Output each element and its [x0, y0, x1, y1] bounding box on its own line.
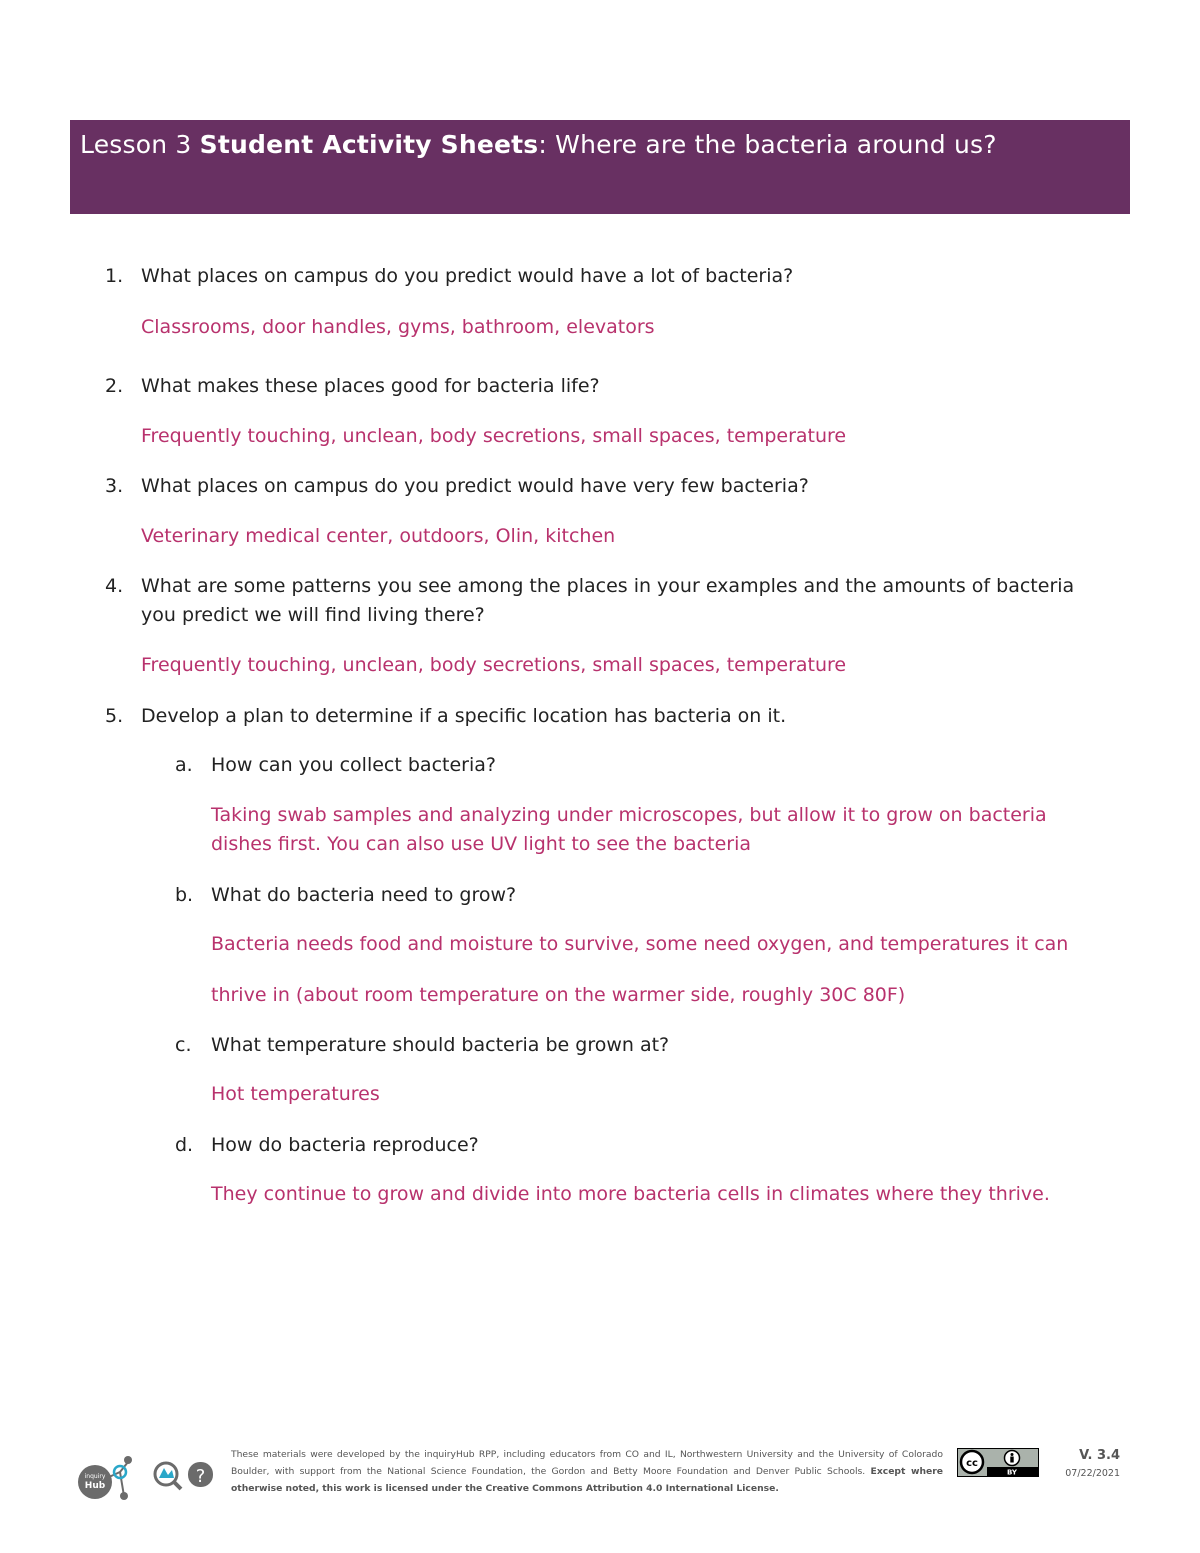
footer-credits-text: These materials were developed by the inquiryHub RPP, including educators from CO and IL, Northwestern University and the University of Colorado Boulder, with support from the National Science Foundation, the Gordon and Betty Moore Foundation and Denver Public Schools. — [231, 1449, 943, 1477]
question-number: 2. — [105, 375, 124, 397]
question-text: What places on campus do you predict would have a lot of bacteria? — [141, 265, 794, 287]
answer-text: Veterinary medical center, outdoors, Olin, kitchen — [141, 525, 616, 547]
answer-text: Frequently touching, unclean, body secretions, small spaces, temperature — [141, 654, 847, 676]
logo-hub-text: Hub — [84, 1481, 106, 1491]
page-title — [80, 130, 997, 159]
answer-text-line2: dishes first. You can also use UV light to see the bacteria — [211, 833, 751, 855]
by-label: BY — [1006, 1468, 1018, 1477]
subquestion-text: What do bacteria need to grow? — [211, 884, 517, 906]
question-number: 5. — [105, 705, 124, 727]
answer-text-line1: Taking swab samples and analyzing under microscopes, but allow it to grow on bacteria — [211, 804, 1047, 826]
answer-text-line1: Bacteria needs food and moisture to survive, some need oxygen, and temperatures it can — [211, 933, 1069, 955]
question-text: What makes these places good for bacteria life? — [141, 375, 600, 397]
question-text-line1: What are some patterns you see among the places in your examples and the amounts of bacteria — [141, 575, 1075, 597]
cc-by-license-icon — [957, 1448, 1039, 1477]
title-bold: Student Activity Sheets — [199, 130, 539, 159]
answer-text: Classrooms, door handles, gyms, bathroom, elevators — [141, 316, 655, 338]
lesson-label: Lesson 3 — [80, 130, 192, 159]
answer-text-line2: thrive in (about room temperature on the warmer side, roughly 30C 80F) — [211, 984, 906, 1006]
footer-license-text: Except where otherwise noted, this work is licensed under the Creative Commons Attribution 4.0 International License. — [231, 1466, 943, 1494]
question-number: 1. — [105, 265, 124, 287]
subquestion-text: What temperature should bacteria be grown at? — [211, 1034, 670, 1056]
subquestion-letter: c. — [175, 1034, 192, 1056]
version-date: 07/22/2021 — [1065, 1468, 1120, 1479]
version-label: V. 3.4 — [1079, 1448, 1120, 1463]
page-footer — [0, 1430, 1200, 1530]
title-separator: : — [538, 130, 548, 159]
cc-label: cc — [966, 1458, 978, 1469]
footer-credits — [231, 1446, 943, 1497]
subquestion-letter: b. — [175, 884, 194, 906]
question-text-line2: you predict we will find living there? — [141, 604, 485, 626]
logo-question-mark: ? — [195, 1466, 206, 1487]
inquiryhub-logo-icon — [76, 1450, 138, 1506]
subquestion-text: How do bacteria reproduce? — [211, 1134, 479, 1156]
subquestion-letter: a. — [175, 754, 193, 776]
question-number: 3. — [105, 475, 124, 497]
logo-inquiry-text: inquiry — [84, 1473, 106, 1480]
title-subtitle: Where are the bacteria around us? — [555, 130, 997, 159]
question-number: 4. — [105, 575, 124, 597]
answer-text: Hot temperatures — [211, 1083, 380, 1105]
subquestion-letter: d. — [175, 1134, 194, 1156]
header-band — [70, 120, 1130, 214]
answer-text: Frequently touching, unclean, body secretions, small spaces, temperature — [141, 425, 847, 447]
question-text: What places on campus do you predict would have very few bacteria? — [141, 475, 809, 497]
question-text: Develop a plan to determine if a specific location has bacteria on it. — [141, 705, 787, 727]
answer-text: They continue to grow and divide into more bacteria cells in climates where they thrive. — [211, 1183, 1050, 1205]
subquestion-text: How can you collect bacteria? — [211, 754, 496, 776]
magnifier-question-icon — [152, 1460, 214, 1492]
